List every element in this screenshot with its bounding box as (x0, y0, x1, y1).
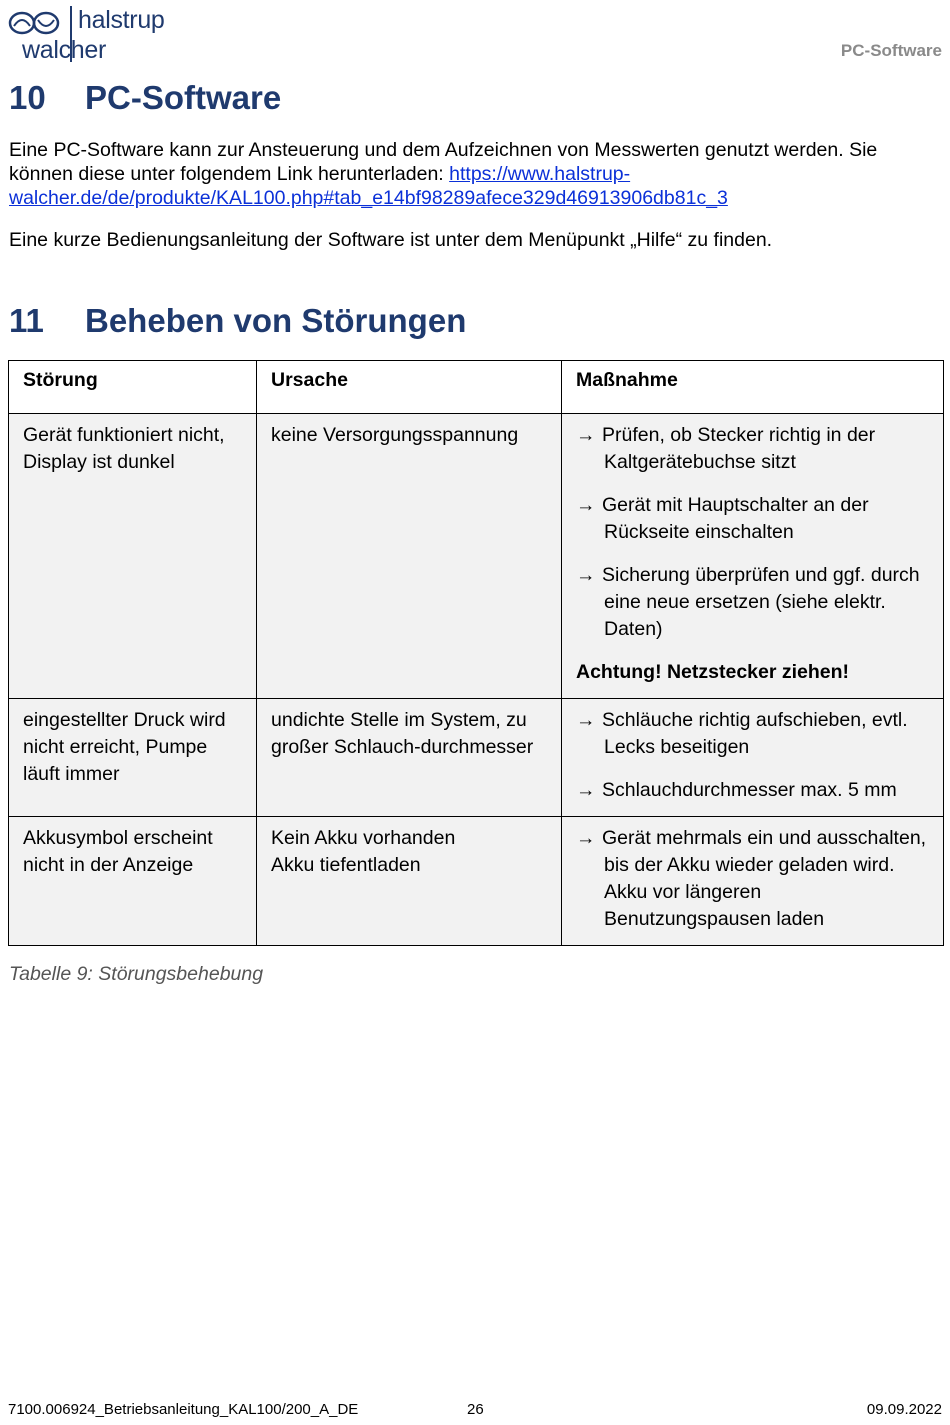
table-row (9, 414, 944, 699)
troubleshooting-table (8, 360, 944, 946)
measure-text: Schlauchdurchmesser max. 5 mm (602, 779, 897, 801)
column-header-massnahme: Maßnahme (562, 361, 944, 414)
company-logo (8, 4, 178, 64)
arrow-right-icon: → (576, 779, 596, 801)
section-heading-10 (9, 79, 281, 117)
measure-item (576, 492, 929, 546)
cause-line: Akku tiefentladen (271, 854, 421, 876)
logo-text-line1: halstrup (78, 6, 165, 34)
cell-massnahme (562, 817, 944, 946)
table-header-row (9, 361, 944, 414)
running-header: PC-Software (840, 41, 942, 60)
cell-ursache (257, 817, 562, 946)
table-caption: Tabelle 9: Störungsbehebung (9, 963, 264, 985)
cell-massnahme (562, 414, 944, 699)
paragraph-text: Eine PC-Software kann zur Ansteuerung und dem Aufzeichnen von Messwerten genutzt werden. Sie können diese unter folgendem Link herunterladen: (9, 139, 878, 185)
arrow-right-icon: → (576, 494, 596, 516)
measure-text: Prüfen, ob Stecker richtig in der Kaltgerätebuchse sitzt (602, 424, 876, 473)
arrow-right-icon: → (576, 564, 596, 586)
measure-text: Gerät mehrmals ein und ausschalten, bis der Akku wieder geladen wird. Akku vor längeren Benutzungspausen laden (602, 827, 927, 930)
cell-stoerung: eingestellter Druck wird nicht erreicht, Pumpe läuft immer (9, 699, 257, 817)
logo-mark-icon (8, 10, 62, 36)
logo-text-line2: walcher (22, 36, 107, 64)
measure-text: Gerät mit Hauptschalter an der Rückseite einschalten (602, 494, 869, 543)
section-title: Beheben von Störungen (85, 302, 467, 339)
footer-page-number: 26 (467, 1401, 484, 1418)
download-link[interactable]: https://www.halstrup-walcher.de/de/produkte/KAL100.php#tab_e14bf98289afece329d46913906db81c_3 (9, 163, 728, 209)
column-header-ursache: Ursache (257, 361, 562, 414)
measure-item (576, 707, 929, 761)
measure-item (576, 562, 929, 643)
measure-text: Sicherung überprüfen und ggf. durch eine neue ersetzen (siehe elektr. Daten) (602, 564, 920, 640)
section-heading-11 (9, 302, 466, 340)
paragraph-software-intro (9, 138, 944, 210)
cell-stoerung: Akkusymbol erscheint nicht in der Anzeige (9, 817, 257, 946)
measure-item (576, 777, 929, 804)
section-number: 11 (9, 302, 44, 339)
cell-ursache: undichte Stelle im System, zu großer Schlauch-durchmesser (257, 699, 562, 817)
arrow-right-icon: → (576, 709, 596, 731)
measure-text: Schläuche richtig aufschieben, evtl. Lecks beseitigen (602, 709, 908, 758)
column-header-stoerung: Störung (9, 361, 257, 414)
warning-text: Achtung! Netzstecker ziehen! (576, 661, 850, 683)
footer-date: 09.09.2022 (866, 1401, 942, 1418)
section-number: 10 (9, 79, 46, 116)
cell-stoerung: Gerät funktioniert nicht, Display ist dunkel (9, 414, 257, 699)
measure-item (576, 825, 929, 933)
paragraph-help-hint: Eine kurze Bedienungsanleitung der Software ist unter dem Menüpunkt „Hilfe“ zu finden. (9, 229, 773, 251)
measure-item (576, 422, 929, 476)
cell-ursache: keine Versorgungsspannung (257, 414, 562, 699)
footer-document-id: 7100.006924_Betriebsanleitung_KAL100/200_A_DE (8, 1401, 359, 1418)
cause-line: Kein Akku vorhanden (271, 827, 456, 849)
table-row (9, 699, 944, 817)
arrow-right-icon: → (576, 827, 596, 849)
table-row (9, 817, 944, 946)
section-title: PC-Software (85, 79, 282, 116)
cell-massnahme (562, 699, 944, 817)
arrow-right-icon: → (576, 424, 596, 446)
